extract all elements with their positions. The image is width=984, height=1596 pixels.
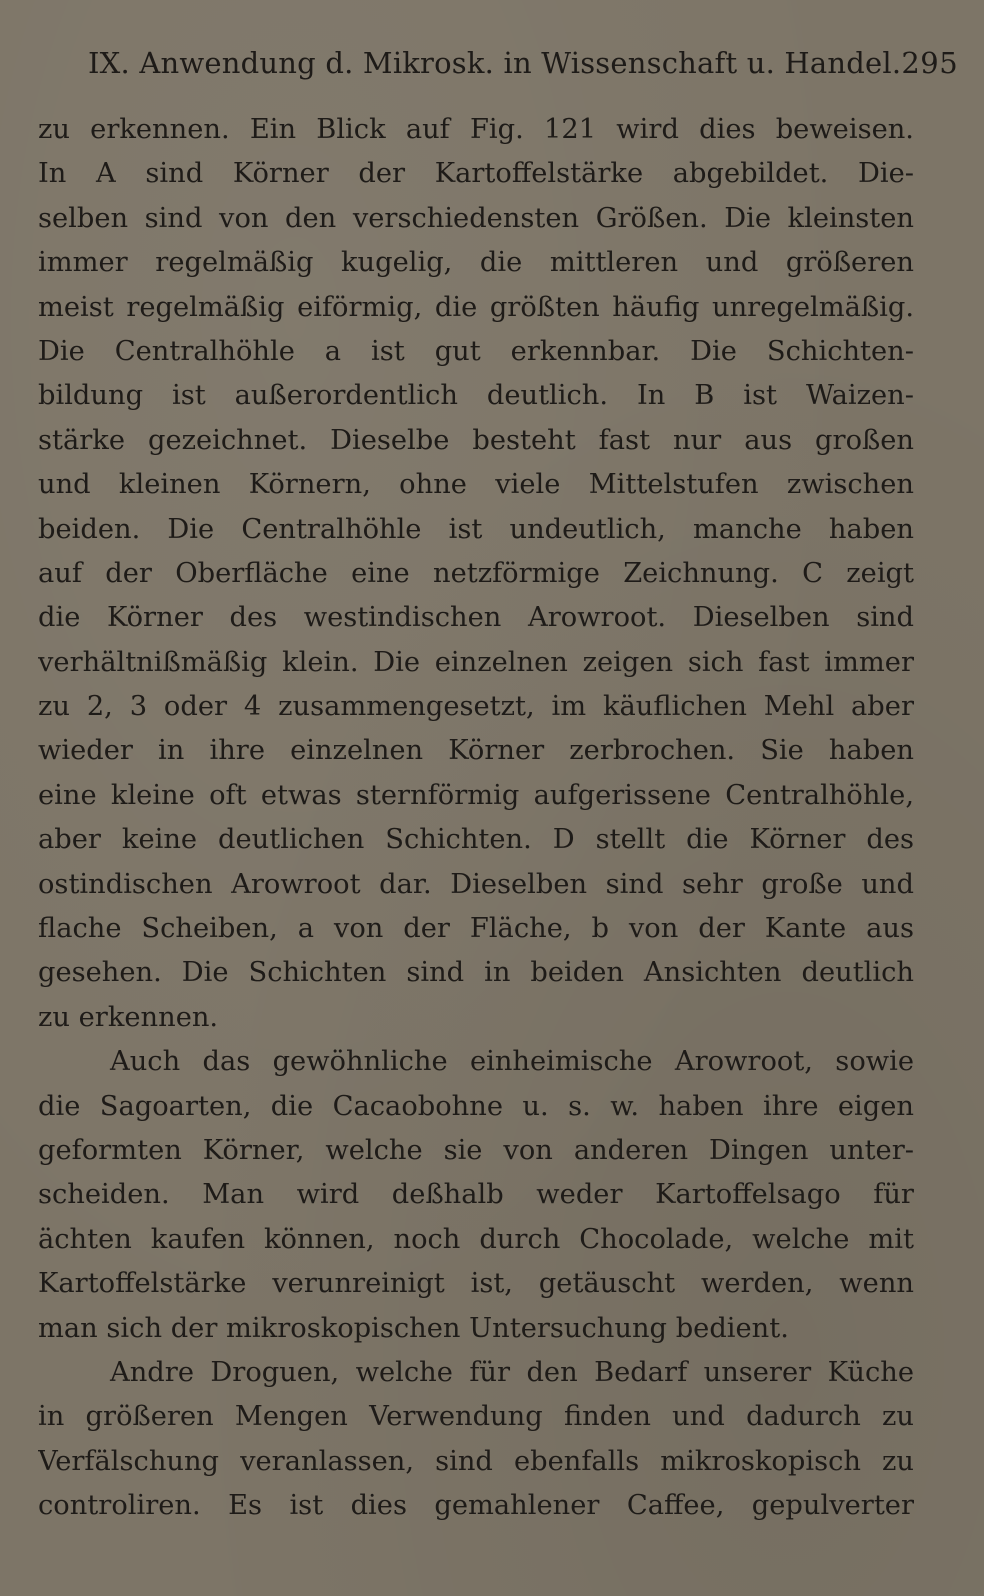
text-line-27: Kartoffelstärke verunreinigt ist, getäuscht werden, wenn [38, 1268, 914, 1300]
text-line-26: ächten kaufen können, noch durch Chocolade, welche mit [38, 1223, 914, 1255]
text-line-9: und kleinen Körnern, ohne viele Mittelstufen zwischen [38, 469, 914, 501]
text-line-19: flache Scheiben, a von der Fläche, b von der Kante aus [38, 913, 914, 945]
text-line-2: In A sind Körner der Kartoffelstärke abgebildet. Die- [38, 158, 914, 190]
text-line-29: Andre Droguen, welche für den Bedarf unserer Küche [110, 1356, 914, 1388]
text-line-21: zu erkennen. [38, 1001, 219, 1033]
text-line-31: Verfälschung veranlassen, sind ebenfalls mikroskopisch zu [38, 1445, 914, 1477]
body-text [38, 108, 914, 1529]
text-line-11: auf der Oberfläche eine netzförmige Zeichnung. C zeigt [38, 557, 914, 589]
text-line-22: Auch das gewöhnliche einheimische Arowroot, sowie [110, 1046, 914, 1078]
text-line-25: scheiden. Man wird deßhalb weder Kartoffelsago für [38, 1179, 914, 1211]
text-line-12: die Körner des westindischen Arowroot. Dieselben sind [38, 602, 914, 634]
text-line-17: aber keine deutlichen Schichten. D stellt die Körner des [38, 824, 914, 856]
text-line-24: geformten Körner, welche sie von anderen Dingen unter- [38, 1134, 914, 1166]
text-line-10: beiden. Die Centralhöhle ist undeutlich, manche haben [38, 513, 914, 545]
text-line-6: Die Centralhöhle a ist gut erkennbar. Die Schichten- [38, 335, 914, 367]
text-line-32: controliren. Es ist dies gemahlener Caffee, gepulverter [38, 1490, 914, 1522]
running-head [88, 38, 959, 88]
text-line-15: wieder in ihre einzelnen Körner zerbrochen. Sie haben [38, 735, 914, 767]
text-line-16: eine kleine oft etwas sternförmig aufgerissene Centralhöhle, [38, 779, 914, 811]
page-number: 295 [901, 46, 959, 80]
text-line-4: immer regelmäßig kugelig, die mittleren und größeren [38, 247, 914, 279]
text-line-3: selben sind von den verschiedensten Größen. Die kleinsten [38, 202, 914, 234]
text-line-8: stärke gezeichnet. Dieselbe besteht fast nur aus großen [38, 424, 914, 456]
text-line-20: gesehen. Die Schichten sind in beiden Ansichten deutlich [38, 957, 914, 989]
text-line-5: meist regelmäßig eiförmig, die größten häufig unregelmäßig. [38, 291, 914, 323]
text-line-1: zu erkennen. Ein Blick auf Fig. 121 wird dies beweisen. [38, 114, 914, 145]
text-line-13: verhältnißmäßig klein. Die einzelnen zeigen sich fast immer [38, 646, 914, 678]
text-line-28: man sich der mikroskopischen Untersuchung bedient. [38, 1312, 789, 1344]
running-head-title: IX. Anwendung d. Mikrosk. in Wissenschaft u. Handel. [88, 46, 902, 80]
text-line-14: zu 2, 3 oder 4 zusammengesetzt, im käuflichen Mehl aber [38, 691, 914, 723]
text-line-18: ostindischen Arowroot dar. Dieselben sind sehr große und [38, 868, 914, 900]
text-line-30: in größeren Mengen Verwendung finden und dadurch zu [38, 1401, 914, 1433]
text-line-7: bildung ist außerordentlich deutlich. In B ist Waizen- [38, 380, 914, 412]
text-line-23: die Sagoarten, die Cacaobohne u. s. w. haben ihre eigen [38, 1090, 914, 1122]
